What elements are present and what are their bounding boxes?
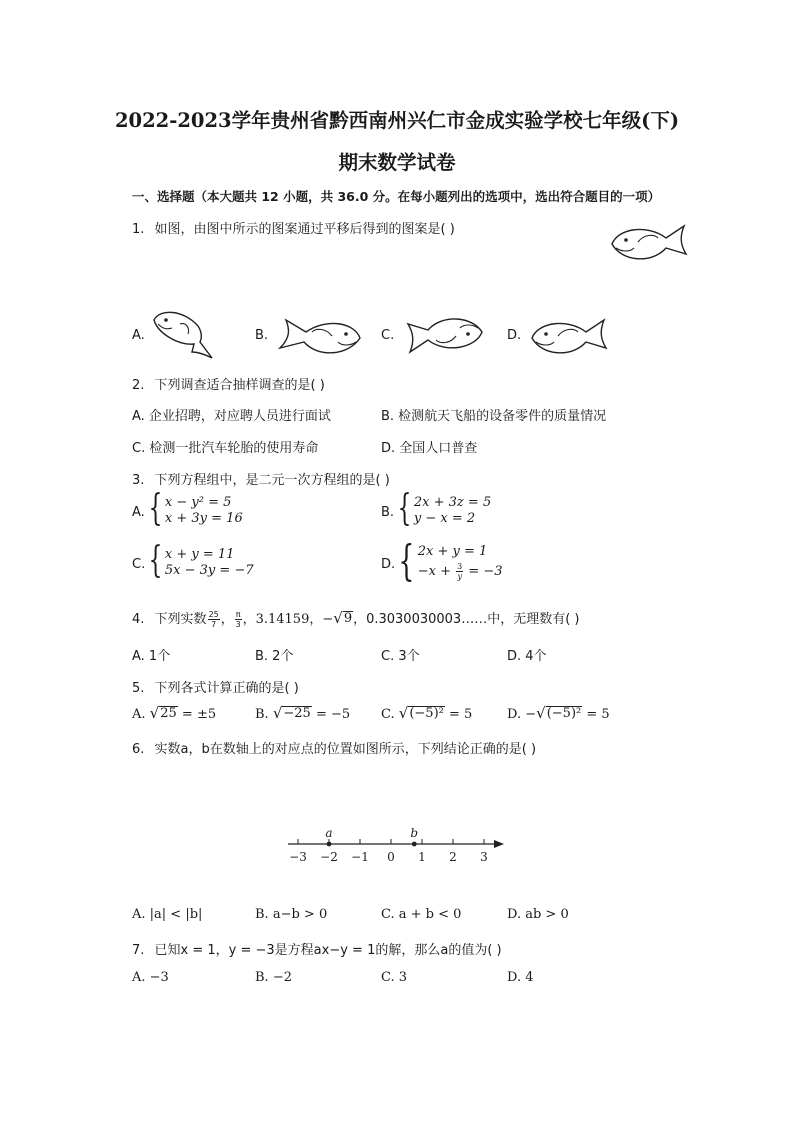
tick-label: 3 (480, 850, 488, 864)
option-c: C. 3个 (381, 649, 420, 664)
question-6 (132, 738, 536, 757)
option-label: D. (507, 707, 522, 722)
option-d: D. 全国人口普查 (381, 441, 478, 456)
fish-option-d-image (528, 314, 612, 358)
question-number: 5. (132, 681, 145, 696)
option-d (507, 706, 610, 722)
option-b: B. −2 (255, 970, 292, 985)
option-d: D. 4个 (507, 649, 547, 664)
question-number: 3. (132, 473, 145, 488)
option-pre: − (525, 707, 537, 722)
tick-label: 1 (418, 850, 426, 864)
question-number: 4. (132, 612, 145, 627)
fraction-pi-3: $\frac{\pi}{3}$ (235, 610, 241, 629)
sqrt-expression: √ −25 (272, 704, 311, 722)
sqrt-expression: √ (−5)² (536, 704, 582, 722)
option-b: B. (255, 328, 269, 343)
axis-arrow (494, 840, 504, 848)
question-number: 7. (132, 943, 145, 958)
tick-label: 0 (387, 850, 395, 864)
number-line (280, 822, 520, 872)
question-3 (132, 469, 390, 488)
tick-label: −1 (351, 850, 369, 864)
fraction-25-7: $\frac{25}{7}$ (208, 610, 219, 629)
equation-line-with-fraction: −x + $\frac{3}{y}$ = −3 (417, 562, 503, 581)
option-a-label: A. (132, 505, 145, 520)
question-text: 已知x = 1，y = −3是方程ax−y = 1的解，那么a的值为( ) (154, 943, 502, 958)
sqrt-expression: √ 25 (149, 704, 177, 722)
point-b (412, 842, 417, 847)
question-5 (132, 677, 299, 696)
point-b-label: b (410, 826, 419, 840)
option-a: A. |a| < |b| (132, 907, 203, 922)
option-b: B. a−b > 0 (255, 907, 328, 922)
option-d: D. 4 (507, 970, 534, 985)
equation-system-b: { 2x + 3z = 5 y − x = 2 (397, 488, 492, 529)
fish-option-b-image (276, 314, 364, 358)
equation-line: 2x + 3z = 5 (413, 494, 492, 510)
fish-reference-image (608, 220, 692, 266)
tick-label: 2 (449, 850, 457, 864)
question-text-post: ，0.3030030003……中，无理数有( ) (353, 612, 580, 627)
option-c: C. 检测一批汽车轮胎的使用寿命 (132, 441, 319, 456)
page-title-line2: 期末数学试卷 (338, 151, 456, 174)
option-b (255, 706, 350, 722)
equation-line: 5x − 3y = −7 (164, 562, 254, 578)
question-7 (132, 939, 502, 958)
equation-line: x + y = 11 (164, 546, 235, 562)
point-a (327, 842, 332, 847)
option-label: C. (381, 707, 395, 722)
option-label: B. (255, 707, 269, 722)
tick-label: −3 (289, 850, 307, 864)
option-label: A. (132, 707, 146, 722)
tick-label: −2 (320, 850, 338, 864)
option-d: D. (507, 328, 522, 343)
sqrt-expression: √ (−5)² (398, 704, 444, 722)
question-number: 1. (132, 222, 145, 237)
option-b: B. 检测航天飞船的设备零件的质量情况 (381, 409, 607, 424)
equation-line: x − y² = 5 (164, 494, 232, 510)
option-c (381, 706, 472, 722)
option-rest: = ±5 (177, 707, 217, 722)
option-a: A. 企业招聘，对应聘人员进行面试 (132, 409, 331, 424)
option-a: A. −3 (132, 970, 169, 985)
option-b-label: B. (381, 505, 395, 520)
fish-option-a-image (150, 306, 216, 364)
option-rest: = −5 (311, 707, 351, 722)
option-c-label: C. (132, 557, 146, 572)
section-header: 一、选择题（本大题共 12 小题，共 36.0 分。在每小题列出的选项中，选出符合题目的一项） (132, 189, 661, 204)
option-rest: = 5 (444, 707, 473, 722)
option-c: C. (381, 328, 395, 343)
option-c: C. 3 (381, 970, 408, 985)
option-rest: = 5 (582, 707, 610, 722)
question-text: 如图，由图中所示的图案通过平移后得到的图案是( ) (154, 222, 455, 237)
question-text: 下列方程组中，是二元一次方程组的是( ) (154, 473, 390, 488)
option-d-label: D. (381, 557, 396, 572)
option-a (132, 706, 216, 722)
equation-system-c: { x + y = 11 5x − 3y = −7 (148, 540, 254, 581)
question-text: 下列各式计算正确的是( ) (154, 681, 299, 696)
point-a-label: a (325, 826, 333, 840)
question-4: 4. 下列实数 $\frac{25}{7}$ ， $\frac{\pi}{3}$ ，3.14159，− √ 9 ，0.3030030003……中，无理数有( ) (132, 609, 580, 629)
question-text: 下列调查适合抽样调查的是( ) (154, 378, 325, 393)
question-2 (132, 374, 325, 393)
option-a: A. 1个 (132, 649, 171, 664)
question-number: 6. (132, 742, 145, 757)
option-b: B. 2个 (255, 649, 294, 664)
page-title-line1: 2022-2023学年贵州省黔西南州兴仁市金成实验学校七年级(下) (114, 109, 680, 132)
option-c: C. a + b < 0 (381, 907, 462, 922)
question-text-mid: ，3.14159，− (242, 612, 334, 627)
option-a: A. (132, 328, 145, 343)
option-d: D. ab > 0 (507, 907, 569, 922)
equation-system-d: { 2x + y = 1 −x + $\frac{3}{y}$ = −3 (398, 535, 503, 585)
equation-line: y − x = 2 (413, 510, 476, 526)
equation-system-a: { x − y² = 5 x + 3y = 16 (148, 488, 243, 529)
equation-line: 2x + y = 1 (417, 544, 488, 559)
question-text: 实数a，b在数轴上的对应点的位置如图所示，下列结论正确的是( ) (154, 742, 537, 757)
sqrt-9: √ 9 (333, 609, 353, 627)
fish-option-c-image (402, 314, 486, 358)
question-number: 2. (132, 378, 145, 393)
question-text-pre: 下列实数 (154, 612, 207, 627)
question-1 (132, 218, 455, 237)
equation-line: x + 3y = 16 (164, 510, 243, 526)
